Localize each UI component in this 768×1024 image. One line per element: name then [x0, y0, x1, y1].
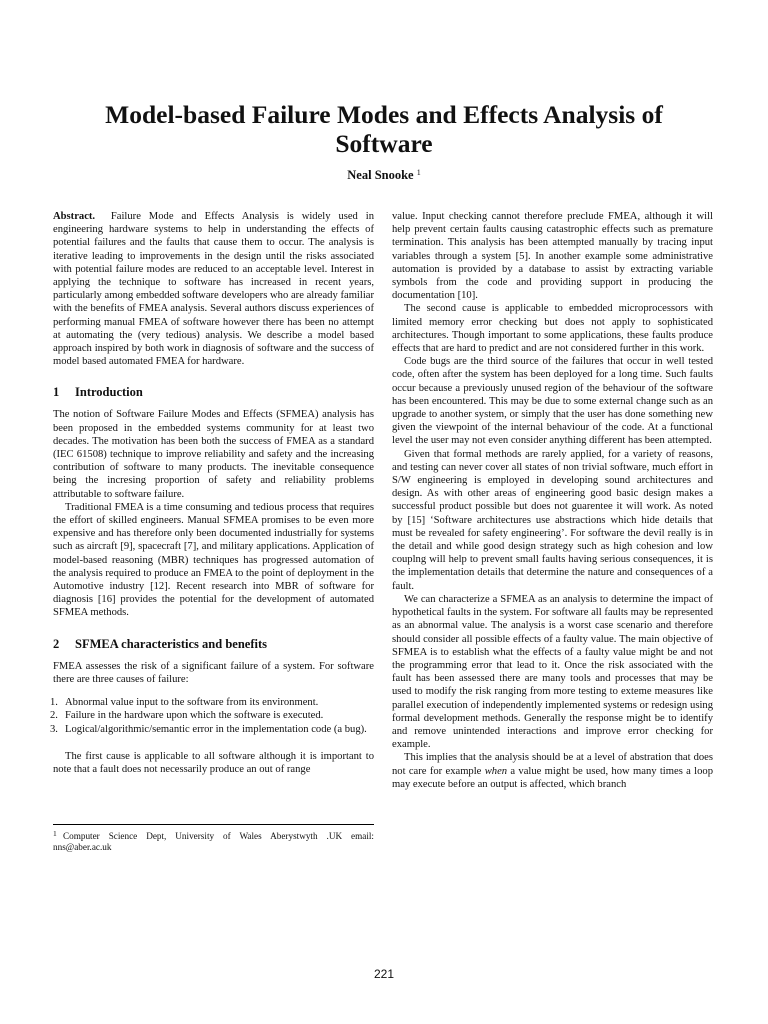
left-column: [50, 210, 375, 776]
list-item-number: 1.: [50, 697, 58, 709]
abstract-text: Failure Mode and Effects Analysis is widely used in engineering hardware systems to help in understanding the effects of potential failures and the faults that cause them to occur. The analysis is iterative leading to improvements in the design until the risks associated with potential failure modes are reduced to an acceptable level. Interest in applying the technique to software has increased in recent years, particularly among embedded software developers who are already familiar with the benefits of FMEA analysis. Several authors discuss experiences of performing manual FMEA of software however there has been no attempt at automating the (very tedious) analysis. We describe a model based approach inspired by both work in diagnosis of software and the success of model based automated FMEA for hardware.: [53, 211, 375, 368]
text-run: This implies that the analysis should be at a level of abstration that does not care for example: [392, 752, 713, 777]
body-paragraph-1: value. Input checking cannot therefore preclude FMEA, although it will help prevent certain faults causing catastrophic effects such as premature termination. This analysis has been attempted manually by tracing input variables through a system [5]. In another example some administrative automation is provided by a database to assist by extracting variable symbols from the code and providing support in producing the documentation [10].: [392, 211, 713, 302]
footnote-mark: 1: [53, 829, 57, 838]
list-item: [50, 723, 374, 736]
body-paragraph-5: We can characterize a SFMEA as an analysis to determine the impact of hypothetical faults in the system. For software all faults may be represented as an abnormal value. The analysis is a worst case scenario and therefore should consider all possible effects of a faulty value. The main objective of SFMEA is to establish what the effects of a faulty value might be and not the programming error that lead to it. Once the risk associated with the fault has been assessed there are many tools and processes that may be used to modify the risk ranging from more testing to exteme measures like parallel execution of independently implemented systems or redesign using formal development methods. Generally the response might be to identify and remove unintended interactions and improve error checking for example.: [392, 593, 713, 751]
list-item: [50, 709, 374, 722]
sfmea-paragraph-2: The first cause is applicable to all software although it is important to note that a fault does not necessarily produce an out of range: [53, 750, 374, 775]
section-heading-sfmea: [53, 637, 374, 652]
list-item: [50, 696, 374, 709]
intro-paragraph-2: Traditional FMEA is a time consuming and tedious process that requires the effort of skilled engineers. Manual SFMEA promises to be even more expensive and has therefore only been documented industrially for systems such as aircraft [9], spacecraft [7], and military applications. Application of model-based reasoning (MBR) techniques has progressed automation of the analysis required to produce an FMEA to the point of deployment in the Automotive industry [12]. Recent research into MBR of software for diagnosis [16] provides the potential for the development of automated SFMEA methods.: [53, 501, 374, 619]
section-number: 2: [53, 636, 60, 651]
intro-paragraph-1: The notion of Software Failure Modes and Effects (SFMEA) analysis has been proposed in the embedded systems community for at least two decades. The motivation has been both the success of FMEA as a standard (IEC 61508) technique to improve reliability and safety and the increasing contribution of software to many products. The inevitable consequence being the incresing proportion of safety and reliability problems attributable to software failure.: [53, 409, 374, 500]
section-heading-introduction: [53, 385, 374, 400]
section-title: SFMEA characteristics and benefits: [75, 636, 267, 651]
failure-causes-list: [50, 696, 374, 736]
footnote-text: Computer Science Dept, University of Wales Aberystwyth .UK email: nns@aber.ac.uk: [53, 831, 374, 852]
footnote: [53, 824, 374, 853]
author-footnote-mark: 1: [416, 168, 421, 177]
body-paragraph-2: The second cause is applicable to embedded microprocessors with limited memory error checking but does not apply to sophisticated architectures. Though important to some applications, these faults produce effects that are hard to predict and are not considered further in this work.: [392, 303, 713, 355]
abstract: [53, 210, 374, 368]
body-paragraph-4: Given that formal methods are rarely applied, for a variety of reasons, and testing can never cover all states of non trivial software, much effort in S/W engineering is employed in developing sound architectures and design. As with other areas of engineering good basic design makes a successful product possible but does not guarentee it will work. As noted by [15] ‘Software architectures use abstractions which hide details that must be revealed for safety engineering’. For software the devil really is in the detail and while good design strategy such as high cohesion and low couplng will help to prevent small faults having serious consequences, it is the implementation details that determine the nature and consequences of a fault.: [392, 448, 713, 592]
author-name: Neal Snooke: [347, 168, 414, 182]
text-run: a value might be used, how many times a loop may execute before an output is affected, which branch: [392, 765, 713, 790]
list-item-text: Logical/algorithmic/semantic error in the implementation code (a bug).: [65, 723, 367, 735]
sfmea-paragraph-1: FMEA assesses the risk of a significant failure of a system. For software there are three causes of failure:: [53, 660, 374, 685]
abstract-label: Abstract.: [53, 211, 96, 222]
list-item-number: 2.: [50, 710, 58, 722]
list-item-text: Abnormal value input to the software from its environment.: [65, 697, 319, 709]
page-number: 221: [373, 967, 395, 981]
emphasis-text: when: [484, 765, 508, 777]
body-paragraph-6: [392, 751, 713, 791]
body-paragraph-3: Code bugs are the third source of the failures that occur in well tested code, often after the system has been deployed for a long time. Such faults occur because a previously unused region of the behaviour of the software has been encountered. This may be due to some external change such as an upgrade to another system, or simply that the user has done something new given the viewpoint of the internal behaviour of the code. At a functional level the user may not even consider anything different has been attempted.: [392, 356, 713, 447]
section-title: Introduction: [75, 385, 143, 400]
list-item-number: 3.: [50, 723, 58, 735]
right-column: [392, 210, 713, 791]
section-number: 1: [53, 385, 60, 400]
paper-title: Model-based Failure Modes and Effects Analysis of Software: [105, 100, 663, 158]
list-item-text: Failure in the hardware upon which the software is executed.: [65, 710, 324, 722]
author-line: [60, 168, 708, 183]
